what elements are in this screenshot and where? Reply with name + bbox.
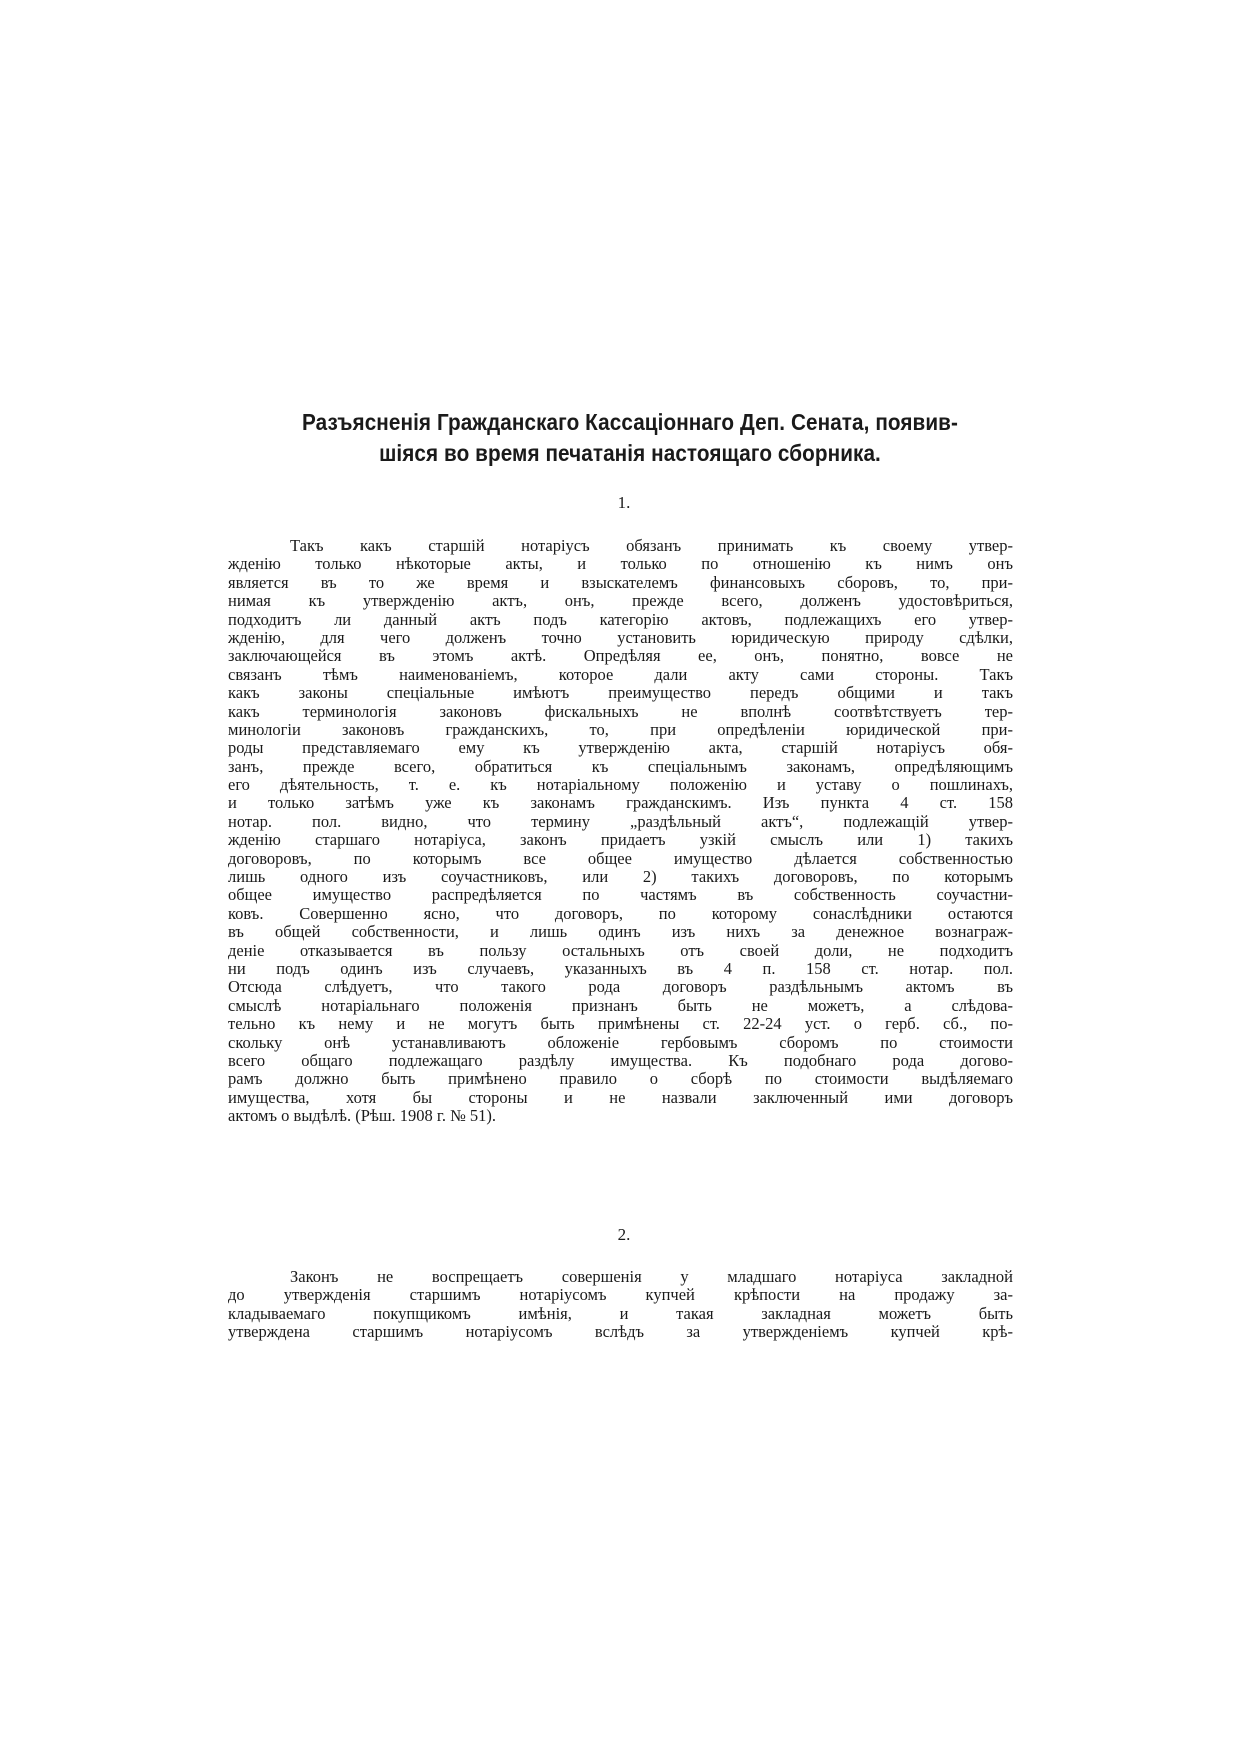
text-line: и только затѣмъ уже къ законамъ гражданскимъ. Изъ пункта 4 ст. 158: [228, 794, 1013, 813]
text-line: деніе отказывается въ пользу остальныхъ отъ своей доли, не подходитъ: [228, 941, 1013, 960]
text-line: связанъ тѣмъ наименованіемъ, которое дали акту сами стороны. Такъ: [228, 665, 1013, 684]
text-line: заключающейся въ этомъ актѣ. Опредѣляя ее, онъ, понятно, вовсе не: [228, 647, 1013, 666]
text-line: актомъ о выдѣлѣ. (Рѣш. 1908 г. № 51).: [228, 1107, 497, 1126]
text-line: его дѣятельность, т. е. къ нотаріальному положенію и уставу о пошлинахъ,: [228, 776, 1013, 795]
title-line: шіяся во время печатанія настоящаго сборника.: [379, 440, 881, 466]
text-line: смыслѣ нотаріальнаго положенія признанъ быть не можетъ, а слѣдова-: [228, 996, 1013, 1015]
text-line: Отсюда слѣдуетъ, что такого рода договоръ раздѣльнымъ актомъ въ: [228, 978, 1013, 997]
text-line: какъ терминологія законовъ фискальныхъ не вполнѣ соотвѣтствуетъ тер-: [228, 702, 1013, 721]
text-line: въ общей собственности, и лишь одинъ изъ нихъ за денежное вознаграж-: [228, 923, 1013, 942]
text-line: всего общаго подлежащаго раздѣлу имущества. Къ подобнаго рода догово-: [228, 1051, 1013, 1070]
text-line: является въ то же время и взыскателемъ финансовыхъ сборовъ, то, при-: [228, 573, 1013, 592]
text-line: тельно къ нему и не могутъ быть примѣнены ст. 22-24 уст. о герб. сб., по-: [228, 1015, 1013, 1034]
text-line: договоровъ, по которымъ все общее имущество дѣлается собственностью: [228, 849, 1013, 868]
text-line: жденію старшаго нотаріуса, законъ придаетъ узкій смыслъ или 1) такихъ: [228, 831, 1013, 850]
text-line: роды представляемаго ему къ утвержденію акта, старшій нотаріусъ обя-: [228, 739, 1013, 758]
text-line: лишь одного изъ соучастниковъ, или 2) такихъ договоровъ, по которымъ: [228, 868, 1013, 887]
page-title: [257, 407, 1004, 469]
text-line: занъ, прежде всего, обратиться къ спеціальнымъ законамъ, опредѣляющимъ: [228, 757, 1013, 776]
text-line: какъ законы спеціальные имѣютъ преимущество передъ общими и такъ: [228, 684, 1013, 703]
section-number: 1.: [617, 493, 631, 512]
text-line: нотар. пол. видно, что термину „раздѣльный актъ“, подлежащій утвер-: [228, 812, 1013, 831]
text-line: утверждена старшимъ нотаріусомъ вслѣдъ за утвержденіемъ купчей крѣ-: [228, 1323, 1013, 1342]
text-line: нимая къ утвержденію актъ, онъ, прежде всего, долженъ удостовѣриться,: [228, 592, 1013, 611]
text-line: ковъ. Совершенно ясно, что договоръ, по которому сонаслѣдники остаются: [228, 904, 1013, 923]
text-line: кладываемаго покупщикомъ имѣнія, и такая закладная можетъ быть: [228, 1304, 1013, 1323]
section-number: 2.: [617, 1225, 631, 1244]
title-line: Разъясненія Гражданскаго Кассаціоннаго Деп. Сената, появив-: [302, 409, 958, 435]
text-line: ни подъ одинъ изъ случаевъ, указанныхъ въ 4 п. 158 ст. нотар. пол.: [228, 959, 1013, 978]
text-line: имущества, хотя бы стороны и не назвали заключенный ими договоръ: [228, 1088, 1013, 1107]
text-line: Такъ какъ старшій нотаріусъ обязанъ принимать къ своему утвер-: [290, 537, 1013, 555]
text-line: общее имущество распредѣляется по частямъ въ собственность соучастни-: [228, 886, 1013, 905]
section-paragraph: [228, 1268, 1013, 1342]
text-line: скольку онѣ устанавливаютъ обложеніе гербовымъ сборомъ по стоимости: [228, 1033, 1013, 1052]
text-line: подходитъ ли данный актъ подъ категорію актовъ, подлежащихъ его утвер-: [228, 610, 1013, 629]
text-line: Законъ не воспрещаетъ совершенія у младшаго нотаріуса закладной: [290, 1268, 1013, 1286]
text-line: жденію, для чего долженъ точно установить юридическую природу сдѣлки,: [228, 628, 1013, 647]
text-line: до утвержденія старшимъ нотаріусомъ купчей крѣпости на продажу за-: [228, 1286, 1013, 1305]
text-line: жденію только нѣкоторые акты, и только по отношенію къ нимъ онъ: [228, 555, 1013, 574]
section-paragraph: [228, 537, 1013, 1126]
text-line: рамъ должно быть примѣнено правило о сборѣ по стоимости выдѣляемаго: [228, 1070, 1013, 1089]
text-line: минологіи законовъ гражданскихъ, то, при опредѣленіи юридической при-: [228, 720, 1013, 739]
